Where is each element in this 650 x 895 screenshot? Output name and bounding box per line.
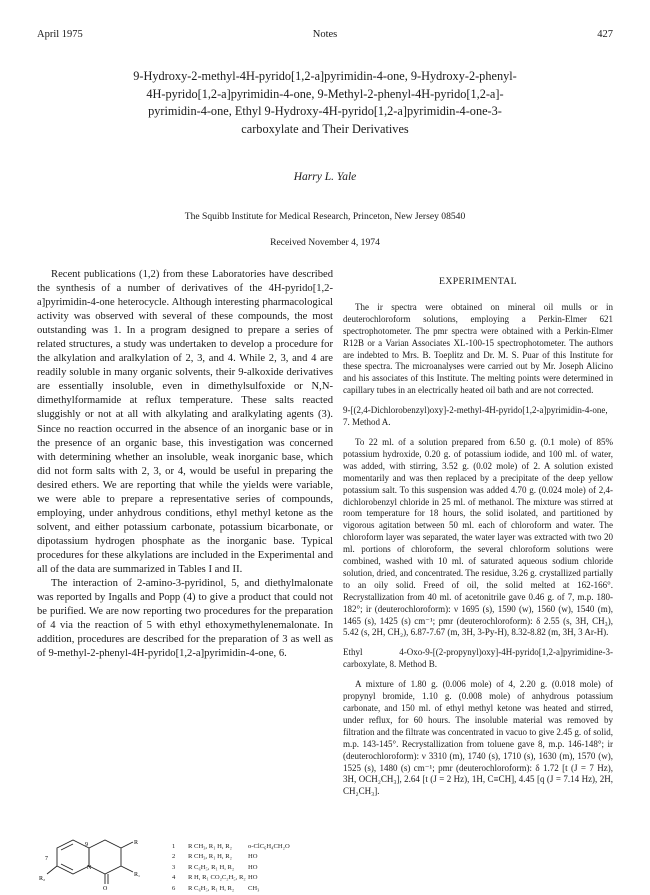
body-paragraph: The interaction of 2-amino-3-pyridinol, 5, and diethylmalonate was reported by Ingalls and Popp (4) to give a product that could not be purified. We are now reporting two procedures for the preparation of 4 via the reaction of 5 with ethyl ethoxymethylenemalonate. In addition, procedures are described for the preparation of 3 as well as of 9-methyl-2-phenyl-4H-pyrido[1,2-a]pyrimidin-4-one, 6. [37,578,333,660]
r2-substituent: CH₃ [248,884,260,892]
substituents: R C₆H₅, R₁ H, R₂ [188,884,235,892]
ring-n-label: N [87,865,92,871]
compound-7-procedure: To 22 ml. of a solution prepared from 6.50 g. (0.1 mole) of 85% potassium hydroxide, 0.20 g. of potassium iodide, and 100 ml. of water, was added, with stirring, 3.52 g. (0.02 mole) of 2. A solution existed momentarily and was then replaced by a precipitate of the deep yellow potassium salt. To this suspension was added 4.70 g. (0.024 mole) of 2,4-dichlorobenzyl chloride in 25 ml. of methanol. The mixture was stirred at room temperature for 18 hours, the solid isolated, and partitioned by vigorous agitation between 50 ml. each of chloroform and water. The chloroform layer was separated, the water layer was extracted with two 20 ml. portions of chloroform, the several chloroform solutions were combined, washed with 10 ml. of saturated aqueous sodium chloride solution, dried, and concentrated. The residue, 3.26 g. crystallized partially to an oily solid. Freed of oil, the solid melted at 162-166°. Recrystallization from 40 ml. of acetonitrile gave 0.46 g. of 7, m.p. 180-182°; ir (deuterochloroform): ν 1695 (s), 1590 (w), 1560 (w), 1540 (m), 1465 (s), 1425 (s) cm⁻¹; pmr (deuterochloroform): δ 2.55 (s, 3H, CH₃), 5.42 (s, 2H, CH₂), 6.87-7.67 (m, 3H, 3-Py-H), 8.32-8.82 (m, 3H, 3 Ar-H). [343,436,613,638]
position-9-label: 9 [85,842,88,848]
r2-substituent: HO [248,874,258,882]
page-number: 427 [597,29,613,40]
pyridopyrimidinone-structure [37,838,157,890]
received-date: Received November 4, 1974 [270,237,380,248]
substituents: R CH₃, R₁ H, R₂ [188,853,232,861]
r1-label: R₁ [134,872,141,878]
table-row [172,852,337,862]
r2-substituent: HO [248,863,258,871]
table-row [172,873,337,883]
body-paragraph: Recent publications (1,2) from these Laboratories have described the synthesis of a number of derivatives of the 4H-pyrido[1,2-a]pyrimidin-4-one heterocycle. Although interesting pharmacological activity was observed with several of these compounds, the most outstanding was 1. In a program designed to prepare a series of related structures, a study was undertaken to develop a procedure for the alkylation and aralkylation of 2, 3, and 4. While 2, 3, and 4 are readily soluble in many organic solvents, their 9-alkoxide derivatives are essentially insoluble, even in dimethylsulfoxide or N,N-dimethylformamide at reflux temperature. These salts reacted sluggishly or not at all with alkylating and aralkylating agents (3). Since no reaction occurred in the absence of an inorganic base or in the presence of an organic base, this investigation was concerned with determining whether an insoluble, weak inorganic base, which did not form salts with 2, 3, or 4, would be useful in preparing the desired ethers. We are reporting that while the yields were variable, we were able to prepare a representative series of compounds, employing, under anhydrous conditions, ethyl methyl ketone as the solvent, and either potassium carbonate, potassium bicarbonate, or dipotassium hydrogen phosphate as the inorganic base. Typical procedures for these alkylations are included in the Experimental and all of the data are summarized in Tables I and II. [37,269,333,575]
table-row [172,842,337,852]
table-row [172,863,337,873]
compound-number: 3 [172,863,176,871]
compound-number: 1 [172,843,176,850]
affiliation: The Squibb Institute for Medical Research, Princeton, New Jersey 08540 [184,211,466,222]
author-name: Harry L. Yale [293,171,357,183]
compound-7-heading: 9-[(2,4-Dichlorobenzyl)oxy]-2-methyl-4H-pyrido[1,2-a]pyrimidin-4-one, 7. Method A. [343,405,608,428]
compound-8-procedure: A mixture of 1.80 g. (0.006 mole) of 4, 2.20 g. (0.018 mole) of propynyl bromide, 1.10 g. (0.008 mole) of anhydrous potassium carbonate, and 150 ml. of ethyl methyl ketone was heated and stirred, under reflux, for 60 hours. The insoluble material was removed by filtration and the filtrate was concentrated in vacuo to give 2.45 g. of solid, m.p. 143-145°. Recrystallization from toluene gave 8, m.p. 146-148°; ir (deuterochloroform): ν 3310 (m), 1740 (s), 1710 (s), 1630 (m), 1570 (w), 1525 (s), 1480 (s) cm⁻¹; pmr (deuterochloroform): δ 1.72 [t (J = 7 Hz), 3H, OCH₂CH₃], 2.64 [t (J = 2 Hz), 1H, C≡CH], 4.45 [q (J = 7.14 Hz), 2H, CH₂CH₃]. [343,679,613,797]
r2-label: R₂ [39,876,46,882]
position-7-label: 7 [45,856,48,862]
article-title [90,68,560,138]
compound-number: 4 [172,874,176,882]
right-column [343,268,613,798]
compound-number: 6 [172,884,176,892]
r2-substituent: HO [248,853,258,861]
r2-substituent: o-ClC₆H₄CH₂O [248,843,290,850]
title-line: 9-Hydroxy-2-methyl-4H-pyrido[1,2-a]pyrimidin-4-one, 9-Hydroxy-2-phenyl- [133,69,517,83]
experimental-heading: EXPERIMENTAL [439,276,517,287]
compound-8-heading: Ethyl 4-Oxo-9-[(2-propynyl)oxy]-4H-pyrido[1,2-a]pyrimidine-3-carboxylate, 8. Method B. [343,647,613,670]
substituents: R C₆H₅, R₁ H, R₂ [188,863,235,871]
title-line: 4H-pyrido[1,2-a]pyrimidin-4-one, 9-Methyl-2-phenyl-4H-pyrido[1,2-a]- [146,86,504,101]
left-column [37,268,333,661]
substituents: R CH₃, R₁ H, R₂ [188,843,232,850]
section-name: Notes [312,29,338,40]
table-row [172,884,337,894]
running-head [37,29,613,43]
issue-date: April 1975 [37,29,83,40]
carbonyl-o-label: O [103,886,108,890]
experimental-intro: The ir spectra were obtained on mineral oil mulls or in deuterochloroform solutions, employing a Perkin-Elmer 621 spectrophotometer. The pmr spectra were obtained with a Perkin-Elmer R12B or a Varian Associates XL-100-15 spectrophotometer. The authors are indebted to Mrs. B. Toeplitz and Dr. M. S. Puar of this Institute for these spectra. The microanalyses were carried out by Mr. Joseph Alicino and his associates of this Institute. The melting points were determined in capillary tubes in an electrically heated oil bath and are not corrected. [343,301,613,396]
title-line: pyrimidin-4-one, Ethyl 9-Hydroxy-4H-pyrido[1,2-a]pyrimidin-4-one-3- [148,104,502,118]
r-label: R [134,840,139,846]
compound-number: 2 [172,853,176,861]
title-line: carboxylate and Their Derivatives [241,121,409,136]
substituents: R H, R₁ CO₂C₂H₅, R₂ [188,874,246,882]
substituent-table [172,842,337,894]
